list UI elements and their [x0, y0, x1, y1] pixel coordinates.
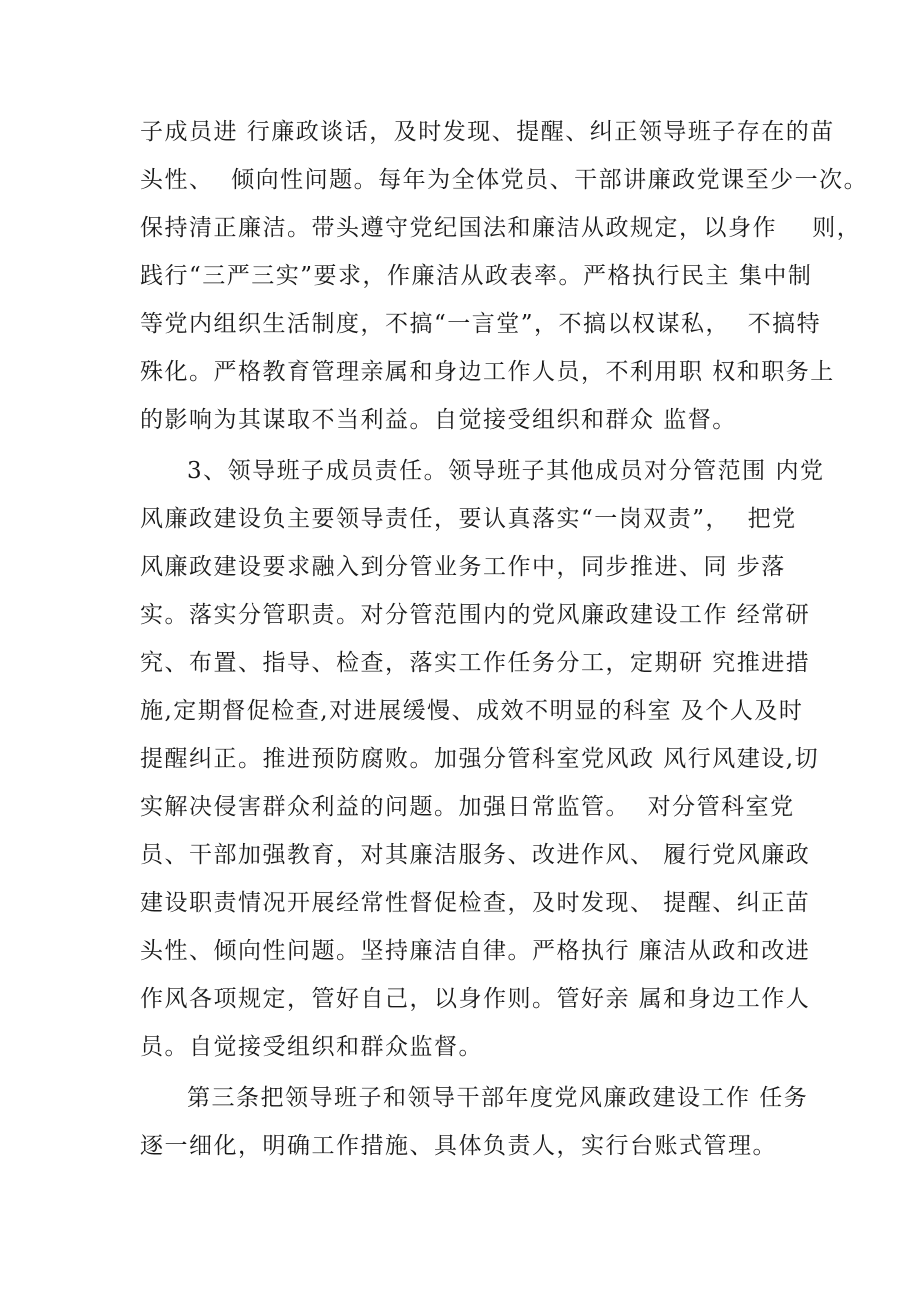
text-line: 头性、 倾向性问题。每年为全体党员、干部讲廉政党课至少一次。	[140, 167, 869, 193]
text-line: 员。自觉接受组织和群众监督。	[140, 1034, 483, 1060]
text-line: 第三条把领导班子和领导干部年度党风廉政建设工作 任务	[187, 1085, 809, 1111]
text-line: 究、布置、指导、检查，落实工作任务分工，定期研 究推进措	[140, 650, 811, 676]
text-line: 子成员进 行廉政谈话，及时发现、提醒、纠正领导班子存在的苗	[140, 119, 835, 145]
text-line: 实。落实分管职责。对分管范围内的党风廉政建设工作 经常研	[140, 602, 811, 628]
text-line: 施,定期督促检查,对进展缓慢、成效不明显的科室 及个人及时	[140, 698, 804, 724]
text-line: 提醒纠正。推进预防腐败。加强分管科室党风政 风行风建设,切	[140, 746, 820, 772]
text-line: 践行“三严三实”要求，作廉洁从政表率。严格执行民主 集中制	[140, 263, 813, 289]
text-line: 逐一细化，明确工作措施、具体负责人，实行台账式管理。	[140, 1133, 777, 1159]
text-line: 作风各项规定，管好自己，以身作则。管好亲 属和身边工作人	[140, 986, 811, 1012]
text-line: 等党内组织生活制度，不搞“一言堂”，不搞以权谋私， 不搞特	[140, 311, 822, 337]
text-line: 员、干部加强教育，对其廉洁服务、改进作风、 履行党风廉政	[140, 842, 811, 868]
text-line: 3、领导班子成员责任。领导班子其他成员对分管范围 内党	[187, 458, 825, 484]
text-line: 殊化。严格教育管理亲属和身边工作人员，不利用职 权和职务上	[140, 359, 835, 385]
text-line: 的影响为其谋取不当利益。自觉接受组织和群众 监督。	[140, 407, 737, 433]
text-line: 风廉政建设负主要领导责任，要认真落实“一岗双责”， 把党	[140, 506, 797, 532]
text-line: 实解决侵害群众利益的问题。加强日常监管。 对分管科室党	[140, 794, 795, 820]
text-line: 风廉政建设要求融入到分管业务工作中，同步推进、同 步落	[140, 554, 786, 580]
text-line: 头性、倾向性问题。坚持廉洁自律。严格执行 廉洁从政和改进	[140, 938, 811, 964]
text-line: 建设职责情况开展经常性督促检查，及时发现、 提醒、纠正苗	[140, 890, 811, 916]
text-line: 保持清正廉洁。带头遵守党纪国法和廉洁从政规定，以身作 则，	[140, 215, 862, 241]
